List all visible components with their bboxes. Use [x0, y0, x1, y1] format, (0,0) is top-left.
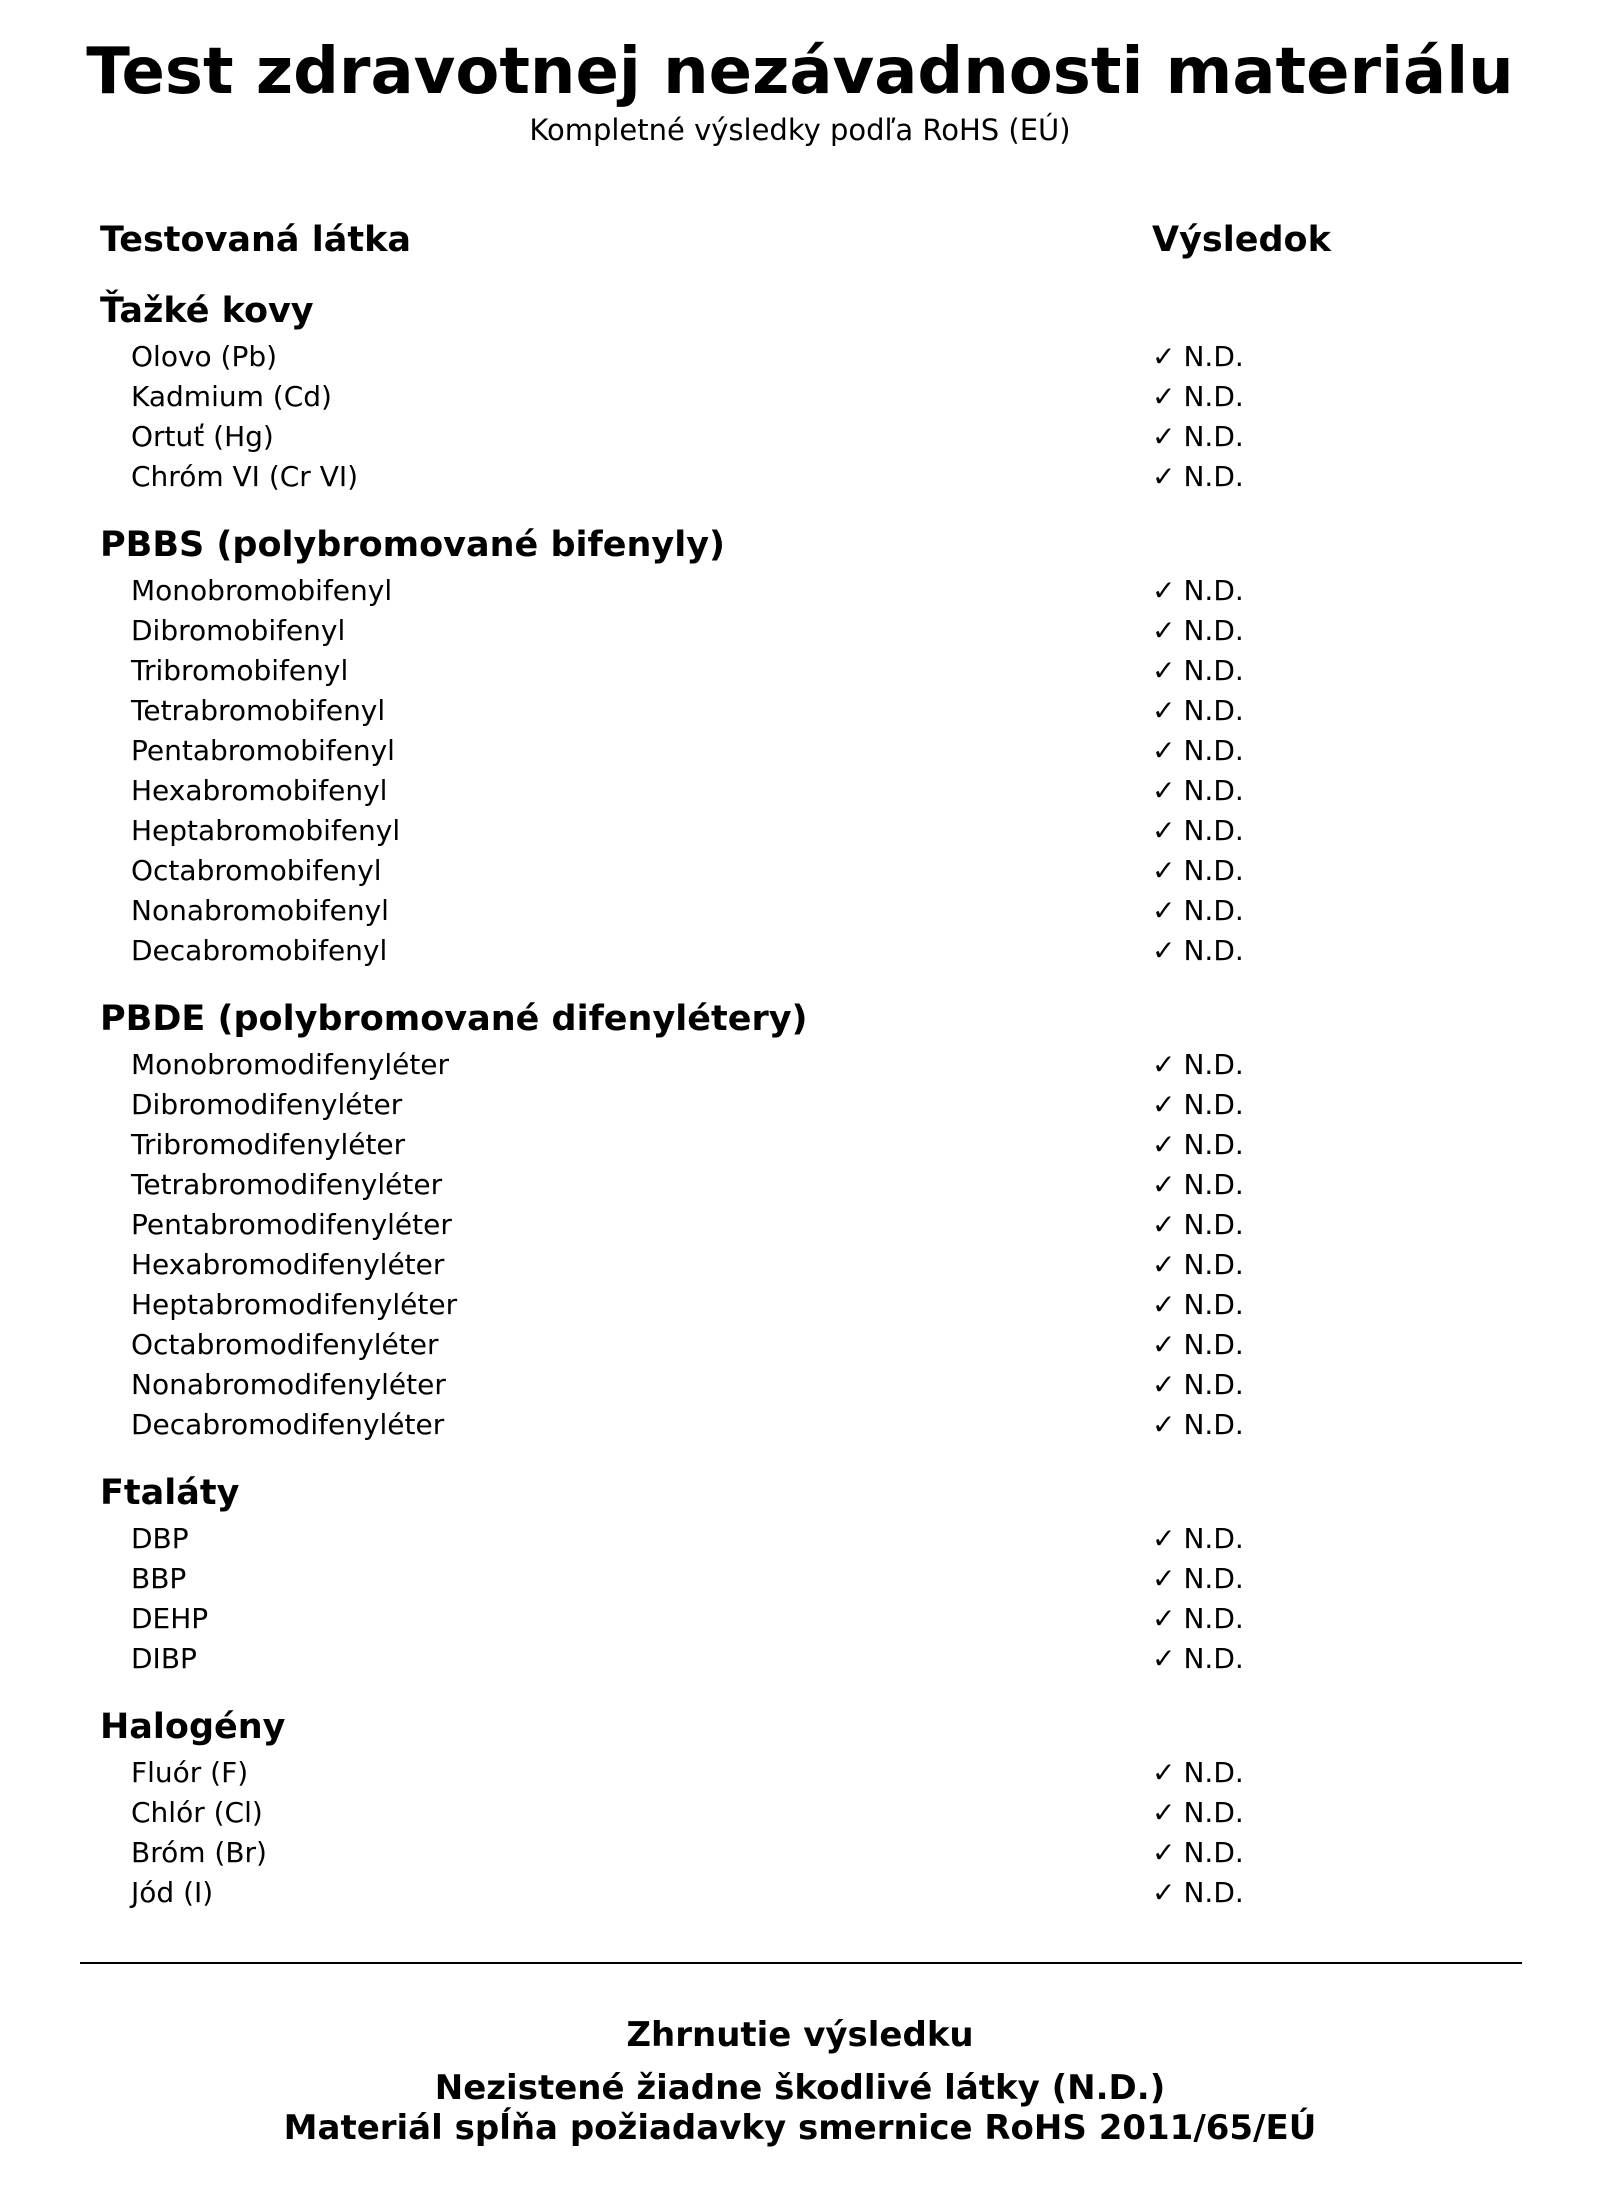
- document-title: Test zdravotnej nezávadnosti materiálu: [86, 35, 1514, 109]
- summary-line-detected: Nezistené žiadne škodlivé látky (N.D.): [434, 2068, 1166, 2108]
- result-value: N.D.: [1183, 1048, 1244, 1081]
- result-value: N.D.: [1183, 1562, 1244, 1595]
- result-value: N.D.: [1183, 1756, 1244, 1789]
- table-row: [100, 377, 1500, 417]
- document-subtitle: Kompletné výsledky podľa RoHS (EÚ): [529, 113, 1071, 147]
- check-icon: ✓: [1152, 1836, 1176, 1869]
- substance-result: [1152, 851, 1244, 891]
- check-icon: ✓: [1152, 1128, 1176, 1161]
- substance-group: [100, 285, 1500, 497]
- table-row: [100, 571, 1500, 611]
- result-value: N.D.: [1183, 1408, 1244, 1441]
- table-row: [100, 1205, 1500, 1245]
- substance-name: DBP: [131, 1522, 189, 1555]
- substance-result: [1152, 1285, 1244, 1325]
- substance-result: [1152, 891, 1244, 931]
- check-icon: ✓: [1152, 1796, 1176, 1829]
- table-row: [100, 1519, 1500, 1559]
- substance-name: Tetrabromobifenyl: [131, 694, 386, 727]
- substance-name: DEHP: [131, 1602, 209, 1635]
- table-row: [100, 811, 1500, 851]
- substance-name: Octabromobifenyl: [131, 854, 382, 887]
- substance-group: [100, 1701, 1500, 1913]
- table-row: [100, 891, 1500, 931]
- substance-name: Heptabromodifenyléter: [131, 1288, 458, 1321]
- group-title: PBDE (polybromované difenylétery): [100, 999, 808, 1039]
- substance-result: [1152, 1325, 1244, 1365]
- substance-name: Tribromobifenyl: [131, 654, 349, 687]
- check-icon: ✓: [1152, 1562, 1176, 1595]
- table-row: [100, 1285, 1500, 1325]
- substance-result: [1152, 1205, 1244, 1245]
- substance-name: Olovo (Pb): [131, 340, 278, 373]
- table-row: [100, 611, 1500, 651]
- header-substance: Testovaná látka: [100, 220, 411, 260]
- result-value: N.D.: [1183, 614, 1244, 647]
- substance-name: Fluór (F): [131, 1756, 249, 1789]
- result-value: N.D.: [1183, 774, 1244, 807]
- check-icon: ✓: [1152, 1408, 1176, 1441]
- substance-name: Dibromodifenyléter: [131, 1088, 403, 1121]
- check-icon: ✓: [1152, 734, 1176, 767]
- result-value: N.D.: [1183, 1128, 1244, 1161]
- substance-groups: [100, 285, 1500, 1913]
- table-row: [100, 731, 1500, 771]
- result-value: N.D.: [1183, 1208, 1244, 1241]
- result-value: N.D.: [1183, 1836, 1244, 1869]
- check-icon: ✓: [1152, 1048, 1176, 1081]
- result-value: N.D.: [1183, 814, 1244, 847]
- header-result: Výsledok: [1152, 220, 1331, 260]
- substance-result: [1152, 1599, 1244, 1639]
- substance-result: [1152, 337, 1244, 377]
- check-icon: ✓: [1152, 1522, 1176, 1555]
- table-row: [100, 1833, 1500, 1873]
- check-icon: ✓: [1152, 894, 1176, 927]
- table-header: [100, 215, 1500, 265]
- group-title: Ťažké kovy: [100, 291, 314, 331]
- check-icon: ✓: [1152, 614, 1176, 647]
- substance-result: [1152, 611, 1244, 651]
- substance-name: Hexabromodifenyléter: [131, 1248, 445, 1281]
- result-value: N.D.: [1183, 1796, 1244, 1829]
- substance-group: [100, 993, 1500, 1445]
- substance-name: DIBP: [131, 1642, 197, 1675]
- table-row: [100, 417, 1500, 457]
- substance-name: Nonabromodifenyléter: [131, 1368, 446, 1401]
- check-icon: ✓: [1152, 1328, 1176, 1361]
- group-title: PBBS (polybromované bifenyly): [100, 525, 726, 565]
- table-row: [100, 1599, 1500, 1639]
- check-icon: ✓: [1152, 460, 1176, 493]
- check-icon: ✓: [1152, 814, 1176, 847]
- check-icon: ✓: [1152, 1248, 1176, 1281]
- substance-result: [1152, 1245, 1244, 1285]
- substance-result: [1152, 1165, 1244, 1205]
- table-row: [100, 1753, 1500, 1793]
- check-icon: ✓: [1152, 1368, 1176, 1401]
- result-value: N.D.: [1183, 420, 1244, 453]
- substance-result: [1152, 1639, 1244, 1679]
- table-row: [100, 1085, 1500, 1125]
- summary-section: [0, 2010, 1600, 2148]
- group-title: Halogény: [100, 1707, 286, 1747]
- check-icon: ✓: [1152, 1168, 1176, 1201]
- table-row: [100, 691, 1500, 731]
- substance-name: Monobromodifenyléter: [131, 1048, 450, 1081]
- substance-result: [1152, 1085, 1244, 1125]
- substance-result: [1152, 1793, 1244, 1833]
- table-row: [100, 651, 1500, 691]
- substance-name: Chlór (Cl): [131, 1796, 263, 1829]
- substance-result: [1152, 1873, 1244, 1913]
- check-icon: ✓: [1152, 654, 1176, 687]
- substance-result: [1152, 931, 1244, 971]
- summary-title: Zhrnutie výsledku: [626, 2015, 974, 2055]
- table-row: [100, 771, 1500, 811]
- substance-result: [1152, 417, 1244, 457]
- substance-name: Tribromodifenyléter: [131, 1128, 406, 1161]
- substance-name: Kadmium (Cd): [131, 380, 332, 413]
- check-icon: ✓: [1152, 380, 1176, 413]
- check-icon: ✓: [1152, 340, 1176, 373]
- table-row: [100, 1639, 1500, 1679]
- substance-name: Pentabromodifenyléter: [131, 1208, 452, 1241]
- table-row: [100, 1873, 1500, 1913]
- result-value: N.D.: [1183, 1168, 1244, 1201]
- table-row: [100, 1405, 1500, 1445]
- table-row: [100, 851, 1500, 891]
- check-icon: ✓: [1152, 1642, 1176, 1675]
- summary-divider: [80, 1962, 1522, 1964]
- check-icon: ✓: [1152, 1756, 1176, 1789]
- check-icon: ✓: [1152, 1288, 1176, 1321]
- results-table: [100, 215, 1500, 1913]
- result-value: N.D.: [1183, 460, 1244, 493]
- substance-name: Heptabromobifenyl: [131, 814, 401, 847]
- result-value: N.D.: [1183, 1602, 1244, 1635]
- table-row: [100, 1365, 1500, 1405]
- table-row: [100, 1125, 1500, 1165]
- table-row: [100, 1793, 1500, 1833]
- substance-result: [1152, 1559, 1244, 1599]
- check-icon: ✓: [1152, 1088, 1176, 1121]
- result-value: N.D.: [1183, 854, 1244, 887]
- substance-name: Dibromobifenyl: [131, 614, 346, 647]
- substance-result: [1152, 811, 1244, 851]
- result-value: N.D.: [1183, 574, 1244, 607]
- substance-name: Tetrabromodifenyléter: [131, 1168, 443, 1201]
- check-icon: ✓: [1152, 934, 1176, 967]
- table-row: [100, 931, 1500, 971]
- result-value: N.D.: [1183, 340, 1244, 373]
- check-icon: ✓: [1152, 694, 1176, 727]
- substance-name: Octabromodifenyléter: [131, 1328, 439, 1361]
- substance-name: Bróm (Br): [131, 1836, 267, 1869]
- result-value: N.D.: [1183, 694, 1244, 727]
- substance-result: [1152, 1519, 1244, 1559]
- result-value: N.D.: [1183, 934, 1244, 967]
- substance-result: [1152, 651, 1244, 691]
- substance-name: Decabromodifenyléter: [131, 1408, 445, 1441]
- substance-name: Decabromobifenyl: [131, 934, 388, 967]
- result-value: N.D.: [1183, 1328, 1244, 1361]
- table-row: [100, 1245, 1500, 1285]
- check-icon: ✓: [1152, 1876, 1176, 1909]
- result-value: N.D.: [1183, 654, 1244, 687]
- substance-group: [100, 519, 1500, 971]
- substance-result: [1152, 1405, 1244, 1445]
- table-row: [100, 337, 1500, 377]
- table-row: [100, 1325, 1500, 1365]
- substance-result: [1152, 1365, 1244, 1405]
- substance-result: [1152, 1833, 1244, 1873]
- result-value: N.D.: [1183, 1522, 1244, 1555]
- substance-result: [1152, 1125, 1244, 1165]
- result-value: N.D.: [1183, 734, 1244, 767]
- substance-name: Nonabromobifenyl: [131, 894, 389, 927]
- substance-result: [1152, 571, 1244, 611]
- result-value: N.D.: [1183, 1642, 1244, 1675]
- check-icon: ✓: [1152, 420, 1176, 453]
- substance-result: [1152, 691, 1244, 731]
- substance-name: Ortuť (Hg): [131, 420, 274, 453]
- substance-name: Monobromobifenyl: [131, 574, 393, 607]
- substance-result: [1152, 771, 1244, 811]
- result-value: N.D.: [1183, 1876, 1244, 1909]
- substance-result: [1152, 1753, 1244, 1793]
- result-value: N.D.: [1183, 1288, 1244, 1321]
- substance-name: Pentabromobifenyl: [131, 734, 395, 767]
- check-icon: ✓: [1152, 574, 1176, 607]
- check-icon: ✓: [1152, 1208, 1176, 1241]
- table-row: [100, 1165, 1500, 1205]
- result-value: N.D.: [1183, 894, 1244, 927]
- group-title: Ftaláty: [100, 1473, 240, 1513]
- result-value: N.D.: [1183, 380, 1244, 413]
- substance-result: [1152, 457, 1244, 497]
- result-value: N.D.: [1183, 1248, 1244, 1281]
- substance-name: Hexabromobifenyl: [131, 774, 388, 807]
- substance-name: Jód (I): [131, 1876, 214, 1909]
- table-row: [100, 457, 1500, 497]
- substance-name: BBP: [131, 1562, 187, 1595]
- check-icon: ✓: [1152, 1602, 1176, 1635]
- result-value: N.D.: [1183, 1368, 1244, 1401]
- check-icon: ✓: [1152, 854, 1176, 887]
- substance-result: [1152, 1045, 1244, 1085]
- substance-group: [100, 1467, 1500, 1679]
- table-row: [100, 1559, 1500, 1599]
- check-icon: ✓: [1152, 774, 1176, 807]
- summary-line-compliance: Materiál spĺňa požiadavky smernice RoHS 2011/65/EÚ: [283, 2108, 1317, 2148]
- substance-result: [1152, 377, 1244, 417]
- substance-name: Chróm VI (Cr VI): [131, 460, 359, 493]
- substance-result: [1152, 731, 1244, 771]
- table-row: [100, 1045, 1500, 1085]
- result-value: N.D.: [1183, 1088, 1244, 1121]
